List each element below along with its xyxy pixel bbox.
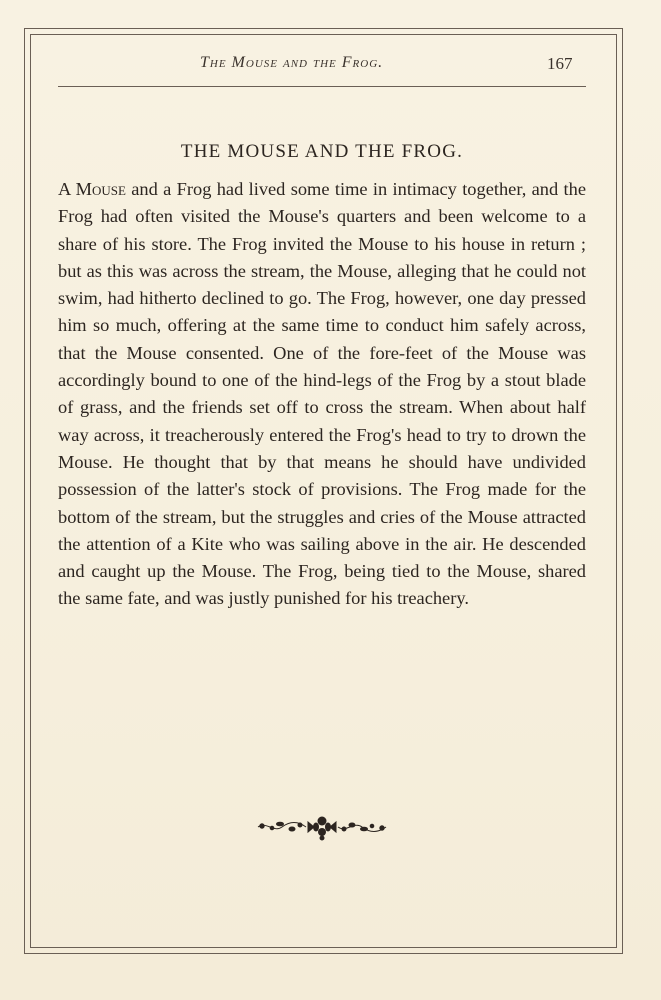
floral-vine-ornament-icon <box>252 812 392 842</box>
running-head <box>200 54 383 72</box>
header-rule <box>58 86 586 87</box>
story-opening-word: A <box>58 179 71 199</box>
story-opening-smallcaps: Mouse <box>75 179 126 199</box>
page-number: 167 <box>547 54 573 73</box>
story-body <box>58 176 586 613</box>
running-head-title: The Mouse and the Frog. <box>200 54 384 71</box>
story-body-text: and a Frog had lived some time in intimacy together, and the Frog had often visited the Mouse's quarters and been welcome to a share of his store. The Frog invited the Mouse to his house in return ; but as this was across the stream, the Mouse, alleging that he could not swim, had hitherto declined to go. The Frog, however, one day pressed him so much, offering at the same time to conduct him safely across, that the Mouse consented. One of the fore-feet of the Mouse was accordingly bound to one of the hind-legs of the Frog by a stout blade of grass, and the friends set off to cross the stream. When about half way across, it treacherously entered the Frog's head to try to drown the Mouse. He thought that by that means he should have undivided possession of the latter's stock of provisions. The Frog made for the bottom of the stream, but the struggles and cries of the Mouse attracted the attention of a Kite who was sailing above in the air. He descended and caught up the Mouse. The Frog, being tied to the Mouse, shared the same fate, and was justly punished for his treachery. <box>58 179 586 609</box>
story-title: THE MOUSE AND THE FROG. <box>180 141 464 162</box>
